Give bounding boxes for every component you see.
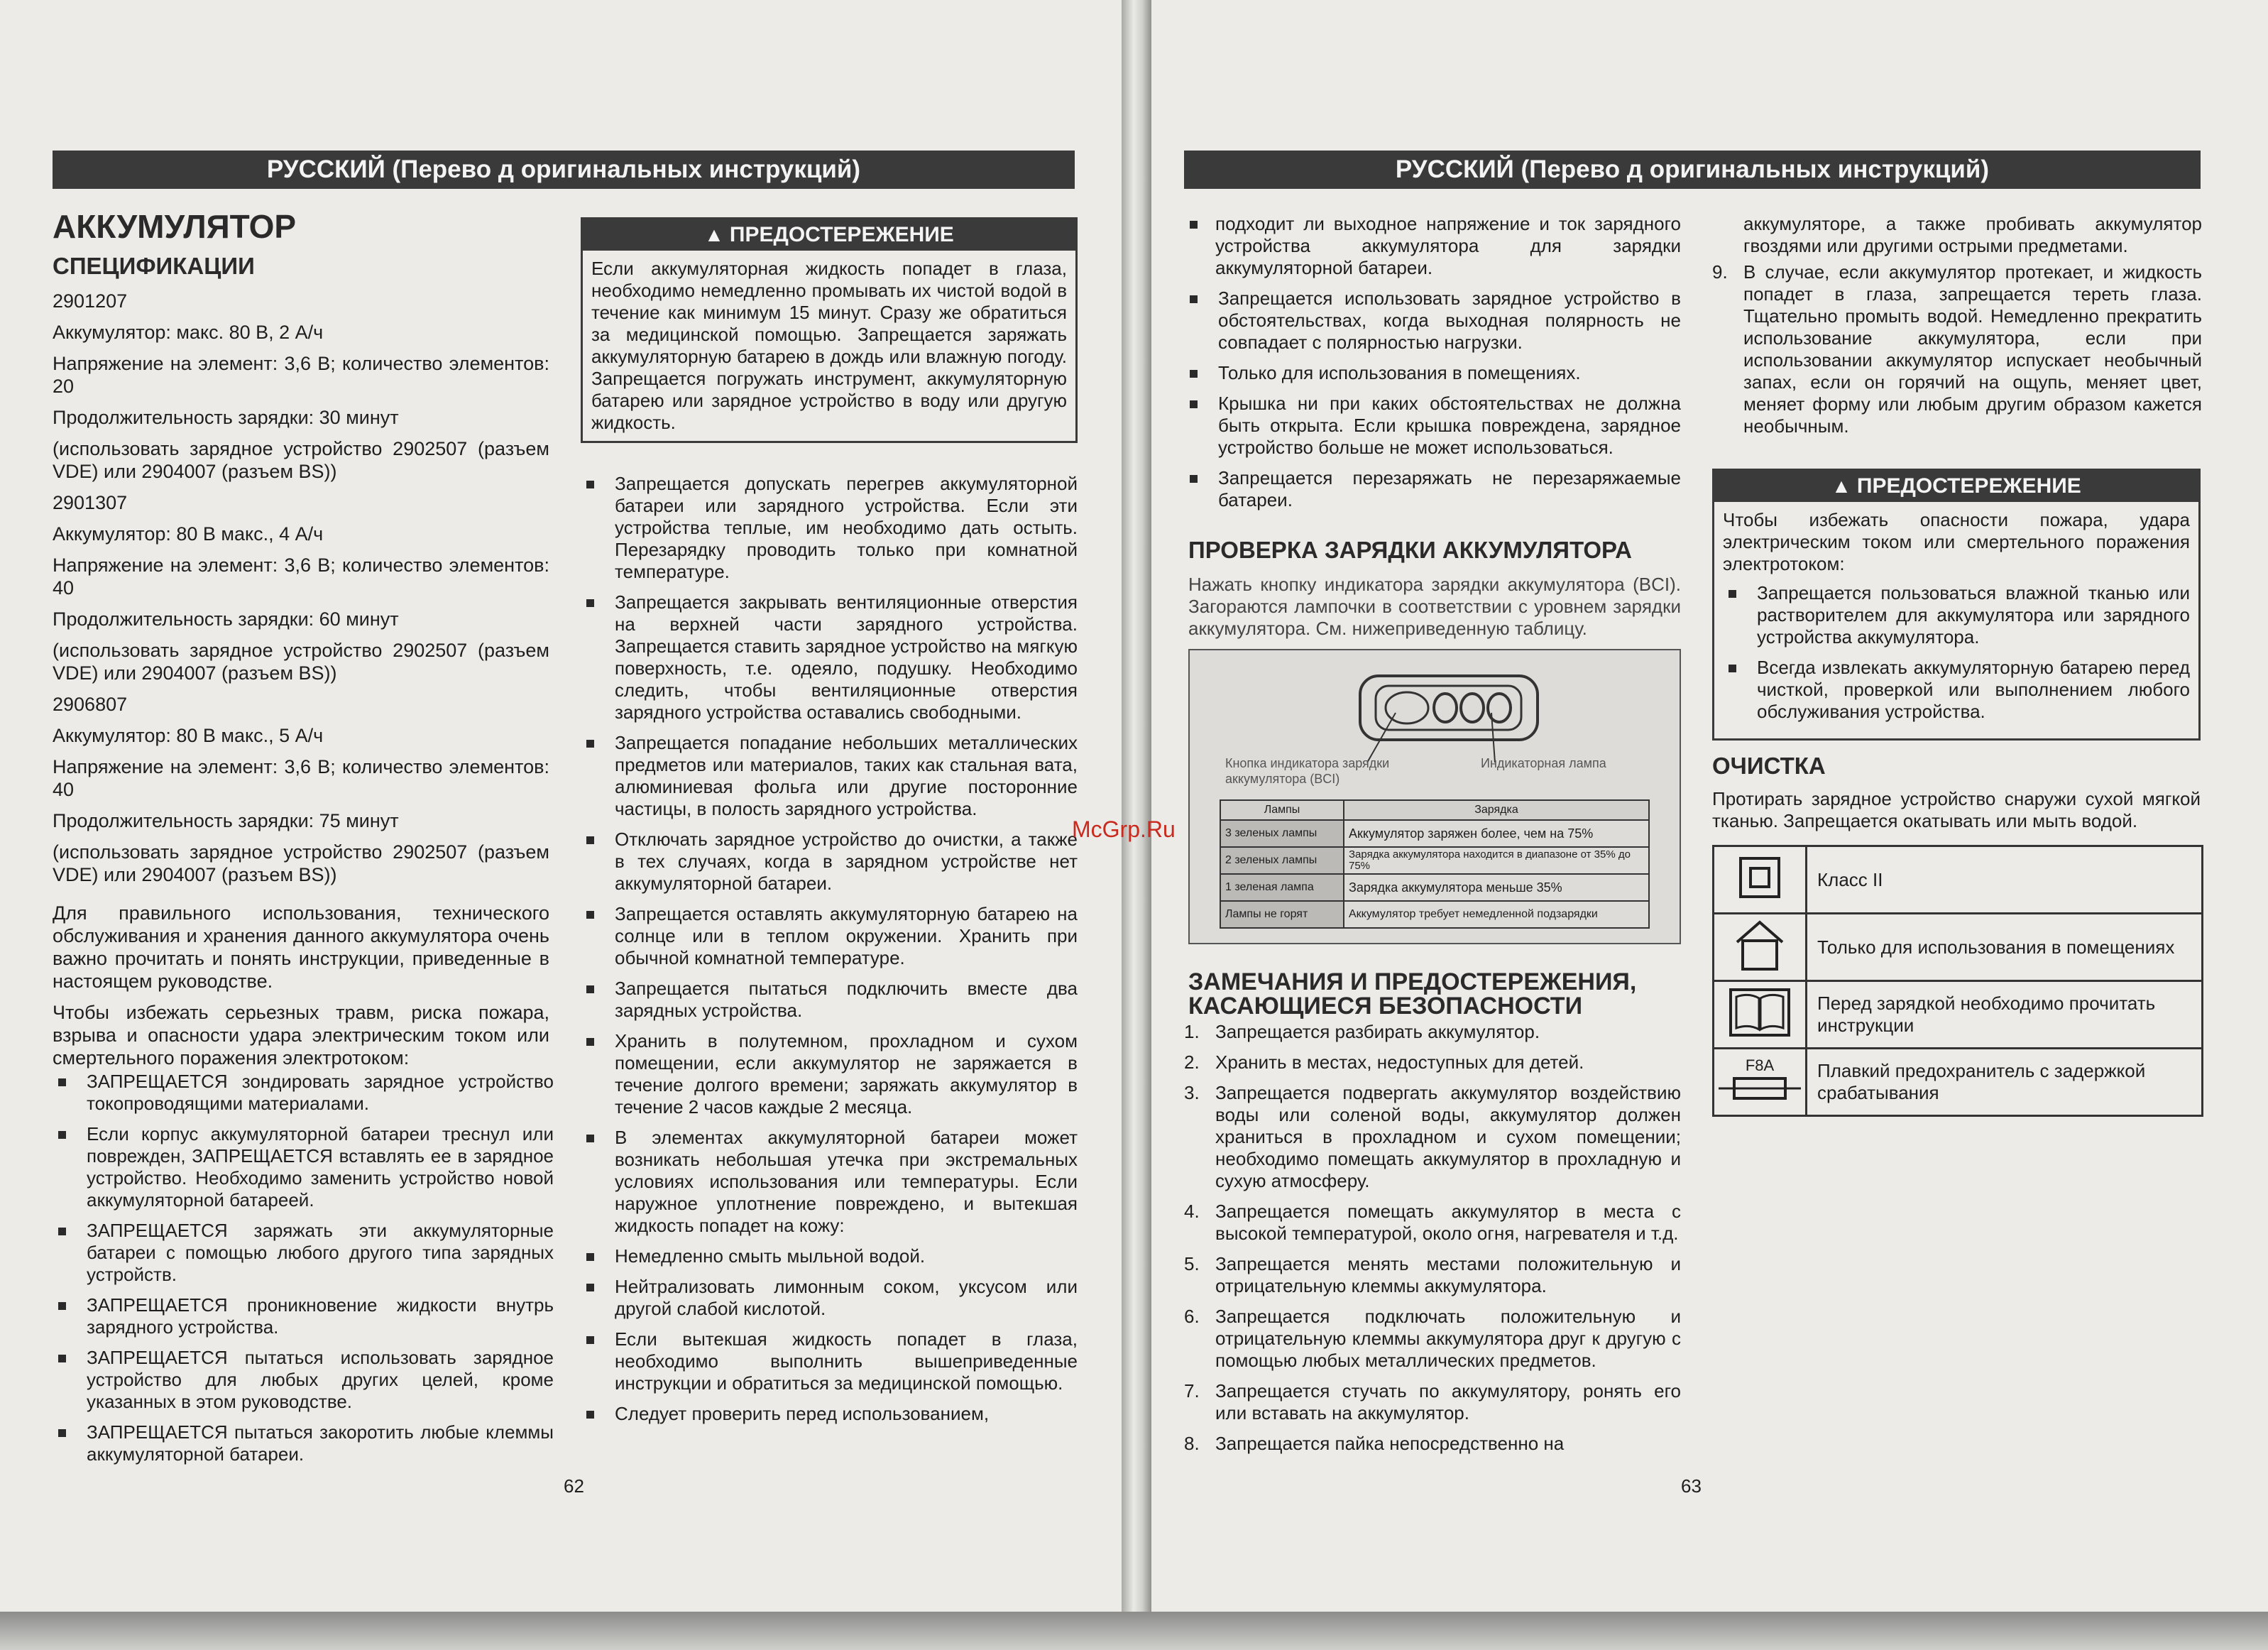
item-9 <box>1712 261 2202 446</box>
warning-box <box>1712 469 2201 741</box>
list-item: Всегда извлекать аккумуляторную батарею перед чисткой, проверкой или выполнением любого обслуживания устройства. <box>1723 657 2190 723</box>
lamp-cell: 1 зеленая лампа <box>1220 874 1344 901</box>
right-page <box>1151 0 2268 1612</box>
check-heading: ПРОВЕРКА ЗАРЯДКИ АККУМУЛЯТОРА <box>1188 537 1632 563</box>
specs-list <box>53 290 549 1078</box>
lamp-cell: Лампы не горят <box>1220 901 1344 928</box>
warning-triangle-icon: ▲ <box>1831 475 1851 497</box>
symbols-table <box>1712 845 2203 1117</box>
care-list <box>581 473 1078 1433</box>
prohibition-list <box>53 1071 554 1474</box>
fuse-icon <box>1717 1074 1802 1103</box>
specs-heading: СПЕЦИФИКАЦИИ <box>53 253 255 279</box>
list-item: 4. Запрещается помещать аккумулятор в места с высокой температурой, около огня, нагревателя и т.д. <box>1184 1201 1681 1244</box>
table-header: Лампы <box>1220 800 1344 820</box>
list-item: Нейтрализовать лимонным соком, уксусом или другой слабой кислотой. <box>581 1276 1078 1320</box>
list-item: подходит ли выходное напряжение и ток зарядного устройства аккумулятора для зарядки аккумуляторной батареи. <box>1184 213 1681 279</box>
list-item: 7. Запрещается стучать по аккумулятору, ронять его или вставать на аккумулятор. <box>1184 1380 1681 1424</box>
list-item: Крышка ни при каких обстоятельствах не должна быть открыта. Если крышка повреждена, зарядное устройство больше не может использоваться. <box>1184 393 1681 459</box>
charge-cell: Зарядка аккумулятора меньше 35% <box>1344 874 1649 901</box>
list-item: 8. Запрещается пайка непосредственно на <box>1184 1433 1565 1454</box>
charge-cell: Аккумулятор требует немедленной подзарядки <box>1344 901 1649 928</box>
spec-time: Продолжительность зарядки: 30 минут <box>53 407 399 428</box>
list-item: ЗАПРЕЩАЕТСЯ заряжать эти аккумуляторные батареи с помощью любого другого типа зарядных устройств. <box>53 1220 554 1286</box>
list-item: ЗАПРЕЩАЕТСЯ зондировать зарядное устройство токопроводящими материалами. <box>53 1071 554 1115</box>
spec-battery: Аккумулятор: 80 В макс., 5 А/ч <box>53 725 324 746</box>
list-item: 1. Запрещается разбирать аккумулятор. <box>1184 1021 1540 1042</box>
lamp-cell: 2 зеленых лампы <box>1220 847 1344 874</box>
spec-voltage: Напряжение на элемент: 3,6 В; количество элементов: 20 <box>53 353 549 397</box>
left-page <box>0 0 1122 1612</box>
warning-intro: Чтобы избежать опасности пожара, удара электрическим током или смертельного поражения электротоком: <box>1723 509 2190 574</box>
spec-voltage: Напряжение на элемент: 3,6 В; количество элементов: 40 <box>53 554 549 599</box>
warning-title: ПРЕДОСТЕРЕЖЕНИЕ <box>729 223 954 246</box>
charge-indicator-figure <box>1188 649 1681 944</box>
spec-charger: (использовать зарядное устройство 2902507 (разъем VDE) или 2904007 (разъем BS)) <box>53 841 549 885</box>
watermark: McGrp.Ru <box>1072 816 1176 842</box>
list-item: ЗАПРЕЩАЕТСЯ проникновение жидкости внутрь зарядного устройства. <box>53 1294 554 1338</box>
spec-model: 2901207 <box>53 290 128 312</box>
list-item: ЗАПРЕЩАЕТСЯ пытаться использовать зарядное устройство для любых других целей, кроме указанных в этом руководстве. <box>53 1347 554 1413</box>
list-item: Отключать зарядное устройство до очистки, а также в тех случаях, когда в зарядном устройстве нет аккумуляторной батареи. <box>581 829 1078 895</box>
safety-list <box>1184 1021 1681 1463</box>
warning-box <box>581 217 1078 443</box>
list-item: Запрещается закрывать вентиляционные отверстия на верхней части зарядного устройства. Запрещается ставить зарядное устройство на мягкую поверхность, т.е. одеяло, подушку. Необходимо следить, чтобы вентиляционные отверстия зарядного устройства оставались свободными. <box>581 591 1078 723</box>
list-item: 6. Запрещается подключать положительную и отрицательную клеммы аккумулятора друг к другую с помощью любых металлических предметов. <box>1184 1306 1681 1371</box>
spec-model: 2901307 <box>53 492 128 513</box>
intro-paragraph: Чтобы избежать серьезных травм, риска пожара, взрыва и опасности удара электрическим током или смертельного поражения электротоком: <box>53 1002 549 1069</box>
symbol-label: Только для использования в помещениях <box>1807 914 2203 981</box>
lamp-cell: 3 зеленых лампы <box>1220 820 1344 847</box>
list-item: Запрещается пытаться подключить вместе два зарядных устройства. <box>581 978 1078 1022</box>
list-item: 2. Хранить в местах, недоступных для детей. <box>1184 1051 1584 1073</box>
list-item: Запрещается оставлять аккумуляторную батарею на солнце или в теплом окружении. Хранить при обычной комнатной температуре. <box>581 903 1078 969</box>
spec-charger: (использовать зарядное устройство 2902507 (разъем VDE) или 2904007 (разъем BS)) <box>53 640 549 684</box>
cleaning-heading: ОЧИСТКА <box>1712 753 1826 779</box>
double-square-icon <box>1735 853 1785 902</box>
page-title: АККУМУЛЯТОР <box>53 208 297 245</box>
list-item: ЗАПРЕЩАЕТСЯ пытаться закоротить любые клеммы аккумуляторной батареи. <box>53 1421 554 1465</box>
list-item: Запрещается допускать перегрев аккумуляторной батареи или зарядного устройства. Если эти устройства теплые, им необходимо дать остыть. Перезарядку проводить только при комнатной температуре. <box>581 473 1078 583</box>
spec-voltage: Напряжение на элемент: 3,6 В; количество элементов: 40 <box>53 756 549 800</box>
spec-model: 2906807 <box>53 694 128 715</box>
continuation-text: аккумуляторе, а также пробивать аккумулятор гвоздями или другими острыми предметами. <box>1743 213 2202 256</box>
list-item: Запрещается перезаряжать не перезаряжаемые батареи. <box>1184 467 1681 511</box>
warning-text: Если аккумуляторная жидкость попадет в глаза, необходимо немедленно промывать их чистой водой в течение как минимум 15 минут. Сразу же обратиться за медицинской помощью. Запрещается заряжать аккумуляторную батарею в дождь или влажную погоду. Запрещается погружать инструмент, аккумуляторную батарею или зарядное устройство в воду или другую жидкость. <box>591 258 1067 433</box>
intro-paragraph: Для правильного использования, технического обслуживания и хранения данного аккумулятора очень важно прочитать и понять инструкции, приведенные в настоящем руководстве. <box>53 902 549 992</box>
symbol-label: Перед зарядкой необходимо прочитать инструкции <box>1807 981 2203 1049</box>
warning-triangle-icon: ▲ <box>704 224 724 246</box>
list-item: 5. Запрещается менять местами положительную и отрицательную клеммы аккумулятора. <box>1184 1253 1681 1296</box>
table-row <box>1714 914 2203 981</box>
charger-list <box>1184 213 1681 520</box>
indicator-button-label: Кнопка индикатора зарядки аккумулятора (BCI) <box>1225 756 1390 786</box>
list-item: Запрещается пользоваться влажной тканью или растворителем для аккумулятора или зарядного устройства аккумулятора. <box>1723 582 2190 648</box>
list-item: Если вытекшая жидкость попадет в глаза, необходимо выполнить вышеприведенные инструкции и обратиться за медицинской помощью. <box>581 1328 1078 1394</box>
spec-battery: Аккумулятор: макс. 80 В, 2 А/ч <box>53 322 324 343</box>
book-spine <box>1122 0 1151 1626</box>
list-item: Следует проверить перед использованием, <box>581 1403 1078 1425</box>
fuse-rating: F8A <box>1745 1056 1775 1074</box>
table-row <box>1220 820 1649 847</box>
charge-cell: Зарядка аккумулятора находится в диапазоне от 35% до 75% <box>1344 847 1649 874</box>
safety-heading: ЗАМЕЧАНИЯ И ПРЕДОСТЕРЕЖЕНИЯ, КАСАЮЩИЕСЯ БЕЗОПАСНОСТИ <box>1188 968 1637 1020</box>
indicator-lamp-label: Индикаторная лампа <box>1481 756 1606 770</box>
list-item: Запрещается использовать зарядное устройство в обстоятельствах, когда выходная полярность не совпадает с полярностью нагрузки. <box>1184 288 1681 354</box>
symbol-label: Класс II <box>1807 846 2203 914</box>
table-row <box>1714 846 2203 914</box>
section-banner: РУССКИЙ (Перево д оригинальных инструкций) <box>53 151 1075 189</box>
table-row <box>1220 874 1649 901</box>
spec-time: Продолжительность зарядки: 75 минут <box>53 810 399 831</box>
table-header: Зарядка <box>1344 800 1649 820</box>
spec-battery: Аккумулятор: 80 В макс., 4 А/ч <box>53 523 324 545</box>
table-row <box>1220 847 1649 874</box>
spec-charger: (использовать зарядное устройство 2902507 (разъем VDE) или 2904007 (разъем BS)) <box>53 438 549 482</box>
symbol-label: Плавкий предохранитель с задержкой срабатывания <box>1807 1049 2203 1116</box>
list-item: Только для использования в помещениях. <box>1184 362 1681 384</box>
table-row <box>1714 1049 2203 1116</box>
bottom-shadow <box>0 1612 2268 1650</box>
spec-time: Продолжительность зарядки: 60 минут <box>53 608 399 630</box>
list-item: Запрещается попадание небольших металлических предметов или материалов, таких как стальная вата, алюминиевая фольга или другие посторонние частицы, в полость зарядного устройства. <box>581 732 1078 820</box>
house-icon <box>1731 918 1788 972</box>
indicator-panel-icon <box>1190 656 1680 770</box>
list-item: 9. В случае, если аккумулятор протекает, и жидкость попадет в глаза, запрещается тереть глаза. Тщательно промыть водой. Немедленно прекратить использование аккумулятора, если при использовании аккумулятор испускает необычный запах, если он горячий на ощупь, меняет цвет, меняет форму или любым другим образом кажется необычным. <box>1712 261 2202 437</box>
table-row <box>1714 981 2203 1049</box>
warning-title: ПРЕДОСТЕРЕЖЕНИЕ <box>1856 474 2081 498</box>
list-item: 3. Запрещается подвергать аккумулятор воздействию воды или соленой воды, аккумулятор должен храниться в прохладном и сухом помещении; необходимо помещать аккумулятор в прохладную и сухую атмосферу. <box>1184 1082 1681 1191</box>
section-banner: РУССКИЙ (Перево д оригинальных инструкций) <box>1184 151 2201 189</box>
check-text: Нажать кнопку индикатора зарядки аккумулятора (BCI). Загораются лампочки в соответствии с уровнем зарядки аккумулятора. См. нижеприведенную таблицу. <box>1188 574 1681 639</box>
cleaning-text: Протирать зарядное устройство снаружи сухой мягкой тканью. Запрещается окатывать или мыть водой. <box>1712 788 2201 831</box>
page-number: 62 <box>564 1475 584 1497</box>
table-row <box>1220 901 1649 928</box>
page-number: 63 <box>1681 1475 1702 1497</box>
list-item: Если корпус аккумуляторной батареи треснул или поврежден, ЗАПРЕЩАЕТСЯ вставлять ее в зарядное устройство. Необходимо заменить устройство новой аккумуляторной батареей. <box>53 1123 554 1211</box>
list-item: В элементах аккумуляторной батареи может возникать небольшая утечка при экстремальных условиях использования или температуры. Если наружное уплотнение повреждено, и вытекшая жидкость попадет на кожу: <box>581 1127 1078 1237</box>
charge-cell: Аккумулятор заряжен более, чем на 75% <box>1344 820 1649 847</box>
charge-level-table <box>1220 799 1650 929</box>
book-icon <box>1728 985 1792 1039</box>
list-item: Хранить в полутемном, прохладном и сухом помещении, если аккумулятор не заряжается в течение долгого времени; заряжать аккумулятор в течение 2 часов каждые 2 месяца. <box>581 1030 1078 1118</box>
list-item: Немедленно смыть мыльной водой. <box>581 1245 1078 1267</box>
